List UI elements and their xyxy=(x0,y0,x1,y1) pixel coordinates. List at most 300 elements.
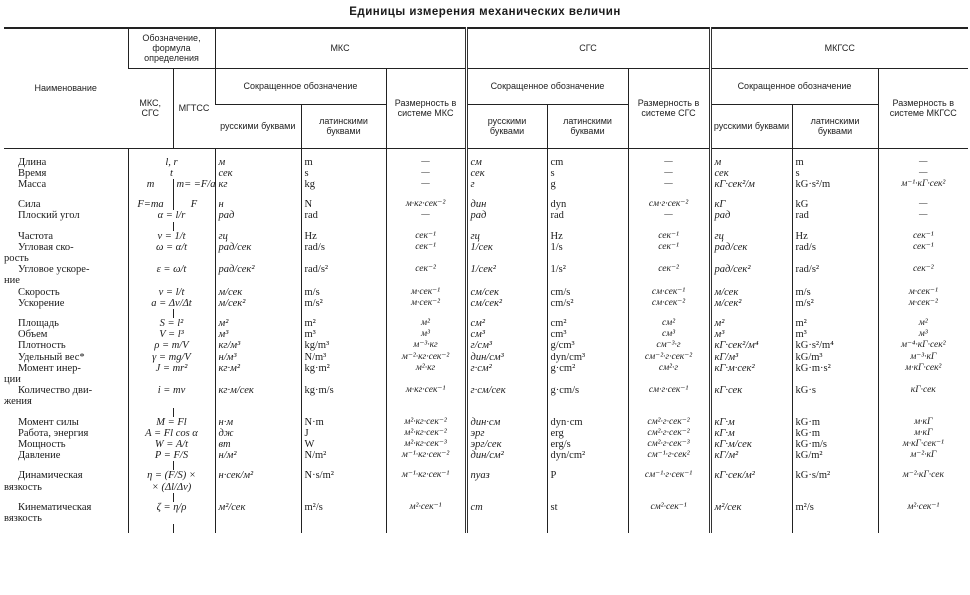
spacer-row xyxy=(4,309,968,318)
mks-unit-russian: м/сек xyxy=(215,287,301,298)
mkgss-dimension: — xyxy=(878,148,968,168)
quantity-name xyxy=(4,168,128,179)
mks-unit-russian: м² xyxy=(215,318,301,329)
header-mkgss-dim: Размерность в системе МКГСС xyxy=(878,68,968,148)
header-mks-ru: русскими буквами xyxy=(215,104,301,148)
mkgss-dimension: м⁻²·кГ xyxy=(878,450,968,461)
mks-dimension: м⁻²·кг·сек⁻² xyxy=(386,352,466,363)
mkgss-dimension: м⁻²·кГ·сек xyxy=(878,470,968,492)
mks-unit-latin: rad/s² xyxy=(301,264,386,286)
mkgss-unit-latin: kG/m² xyxy=(792,450,878,461)
quantity-name-text: Сила xyxy=(18,199,41,211)
cgs-unit-latin: 1/s xyxy=(547,242,628,264)
quantity-name-text: Масса xyxy=(18,178,47,190)
cgs-dimension: см²·г xyxy=(628,363,710,385)
mks-dimension: м²·кг xyxy=(386,363,466,385)
mkgss-unit-latin: s xyxy=(792,168,878,179)
formula xyxy=(128,242,215,264)
mks-unit-russian: м/сек² xyxy=(215,298,301,309)
formula xyxy=(128,148,215,168)
cgs-unit-russian: гц xyxy=(466,231,547,242)
mks-dimension: м·сек⁻² xyxy=(386,298,466,309)
mkgss-dimension: м²·сек⁻¹ xyxy=(878,502,968,524)
cgs-unit-russian: дин/см³ xyxy=(466,352,547,363)
formula xyxy=(128,439,215,450)
formula-text: ε = ω/t xyxy=(156,264,187,276)
cgs-unit-russian: см/сек xyxy=(466,287,547,298)
quantity-name xyxy=(4,242,128,264)
cgs-unit-latin: g·cm² xyxy=(547,363,628,385)
formula xyxy=(128,264,215,286)
mks-dimension: сек⁻² xyxy=(386,264,466,286)
mkgss-unit-russian: кГ·сек²/м⁴ xyxy=(710,340,792,351)
quantity-name-text: Момент инер- xyxy=(18,362,81,374)
mkgss-unit-russian: рад/сек xyxy=(710,242,792,264)
cgs-unit-latin: dyn/cm² xyxy=(547,450,628,461)
quantity-name xyxy=(4,231,128,242)
quantity-name xyxy=(4,439,128,450)
mkgss-dimension: сек⁻¹ xyxy=(878,242,968,264)
mkgss-unit-russian: м/сек xyxy=(710,287,792,298)
mkgss-unit-russian: кГ/м² xyxy=(710,450,792,461)
quantity-name-text: Мощность xyxy=(18,438,66,450)
mks-unit-latin: N·s/m² xyxy=(301,470,386,492)
cgs-dimension: — xyxy=(628,179,710,190)
mks-unit-latin: kg·m² xyxy=(301,363,386,385)
table-row xyxy=(4,439,968,450)
formula-text: ν = 1/t xyxy=(157,230,186,242)
mkgss-unit-latin: kG·m·s² xyxy=(792,363,878,385)
mks-dimension: — xyxy=(386,168,466,179)
mkgss-dimension: м⁻⁴·кГ·сек² xyxy=(878,340,968,351)
cgs-dimension: см⁻³·г xyxy=(628,340,710,351)
quantity-name-continuation: ние xyxy=(4,275,20,287)
quantity-name xyxy=(4,417,128,428)
quantity-name-text: Объем xyxy=(18,329,48,341)
mks-dimension: м·сек⁻¹ xyxy=(386,287,466,298)
cgs-dimension: сек⁻¹ xyxy=(628,231,710,242)
formula xyxy=(128,417,215,428)
formula-text: ω = α/t xyxy=(155,241,188,253)
header-mkgss-ru: русскими буквами xyxy=(710,104,792,148)
header-system-cgs: СГС xyxy=(466,28,710,68)
mks-dimension: — xyxy=(386,179,466,190)
header-name: Наименование xyxy=(4,28,128,148)
cgs-unit-russian: дин xyxy=(466,199,547,210)
mkgss-dimension: — xyxy=(878,199,968,210)
mkgss-dimension: кГ·сек xyxy=(878,385,968,407)
mks-unit-latin: kg/m³ xyxy=(301,340,386,351)
cgs-unit-russian: см² xyxy=(466,318,547,329)
cgs-unit-russian: дин·см xyxy=(466,417,547,428)
header-cgs-dim: Размерность в системе СГС xyxy=(628,68,710,148)
formula-mks-cgs: F=ma xyxy=(128,199,173,210)
mks-unit-latin: W xyxy=(301,439,386,450)
mks-unit-russian: м²/сек xyxy=(215,502,301,524)
mkgss-unit-latin: m³ xyxy=(792,329,878,340)
mkgss-unit-russian: кГ·сек/м² xyxy=(710,470,792,492)
quantity-name-text: Динамическая xyxy=(18,470,83,482)
quantity-name-text: Работа, энергия xyxy=(18,427,89,439)
formula-text: η = (F/S) × xyxy=(147,470,196,482)
formula-text: α = l/r xyxy=(157,210,186,222)
mkgss-unit-latin: kG·s²/m⁴ xyxy=(792,340,878,351)
mkgss-unit-russian: м² xyxy=(710,318,792,329)
cgs-unit-russian: 1/сек xyxy=(466,242,547,264)
mkgss-dimension: м⁻¹·кГ·сек² xyxy=(878,179,968,190)
table-row xyxy=(4,450,968,461)
cgs-dimension: — xyxy=(628,210,710,221)
header-designation: Обозначение, формула определения xyxy=(128,28,215,68)
mkgss-unit-russian: кГ·м xyxy=(710,428,792,439)
table-row xyxy=(4,148,968,168)
cgs-unit-latin: cm xyxy=(547,148,628,168)
mks-unit-russian: н/м² xyxy=(215,450,301,461)
mks-unit-russian: кг·м/сек xyxy=(215,385,301,407)
formula xyxy=(128,168,215,179)
formula xyxy=(128,340,215,351)
mkgss-unit-latin: kG xyxy=(792,199,878,210)
cgs-dimension: см·сек⁻¹ xyxy=(628,287,710,298)
cgs-unit-latin: cm/s xyxy=(547,287,628,298)
cgs-unit-latin: erg/s xyxy=(547,439,628,450)
quantity-name xyxy=(4,318,128,329)
quantity-name-continuation: вязкость xyxy=(4,512,42,524)
mkgss-dimension: м·сек⁻² xyxy=(878,298,968,309)
mkgss-unit-latin: kG·m xyxy=(792,417,878,428)
cgs-unit-russian: г·см² xyxy=(466,363,547,385)
mkgss-unit-russian: м/сек² xyxy=(710,298,792,309)
mkgss-unit-latin: rad/s² xyxy=(792,264,878,286)
cgs-unit-russian: см³ xyxy=(466,329,547,340)
mkgss-unit-latin: m xyxy=(792,148,878,168)
formula xyxy=(128,329,215,340)
cgs-unit-latin: st xyxy=(547,502,628,524)
mkgss-unit-russian: м³ xyxy=(710,329,792,340)
mks-unit-latin: m/s xyxy=(301,287,386,298)
quantity-name xyxy=(4,428,128,439)
mks-unit-latin: N/m² xyxy=(301,450,386,461)
cgs-unit-russian: 1/сек² xyxy=(466,264,547,286)
cgs-dimension: см·г·сек⁻¹ xyxy=(628,385,710,407)
header-mks-lat: латинскими буквами xyxy=(301,104,386,148)
mks-dimension: м·кг·сек⁻² xyxy=(386,199,466,210)
mks-unit-russian: рад/сек xyxy=(215,242,301,264)
mkgss-unit-russian: кГ·м/сек xyxy=(710,439,792,450)
mkgss-unit-russian: рад/сек² xyxy=(710,264,792,286)
cgs-dimension: см⁻¹·г·сек⁻¹ xyxy=(628,470,710,492)
header-designation-mks-cgs: МКС, СГС xyxy=(128,68,173,148)
mkgss-unit-russian: сек xyxy=(710,168,792,179)
mks-dimension: м·кг·сек⁻¹ xyxy=(386,385,466,407)
mks-unit-latin: N/m³ xyxy=(301,352,386,363)
mkgss-unit-latin: kG·s xyxy=(792,385,878,407)
mkgss-unit-latin: kG/m³ xyxy=(792,352,878,363)
mks-unit-latin: m xyxy=(301,148,386,168)
quantity-name xyxy=(4,210,128,221)
mks-dimension: м³ xyxy=(386,329,466,340)
mks-unit-russian: н·м xyxy=(215,417,301,428)
mks-dimension: сек⁻¹ xyxy=(386,231,466,242)
mkgss-unit-russian: рад xyxy=(710,210,792,221)
header-mkgss-abbr: Сокращенное обозначение xyxy=(710,68,878,104)
mkgss-dimension: — xyxy=(878,210,968,221)
table-row xyxy=(4,298,968,309)
mks-unit-latin: m/s² xyxy=(301,298,386,309)
formula xyxy=(128,318,215,329)
mkgss-unit-latin: kG·s/m² xyxy=(792,470,878,492)
quantity-name-text: Угловая ско- xyxy=(18,241,74,253)
cgs-dimension: см²·г·сек⁻² xyxy=(628,428,710,439)
quantity-name-text: Кинематическая xyxy=(18,501,92,513)
mks-unit-russian: н/м³ xyxy=(215,352,301,363)
units-table-container xyxy=(4,27,968,533)
mks-unit-latin: s xyxy=(301,168,386,179)
mks-unit-russian: н xyxy=(215,199,301,210)
table-row xyxy=(4,363,968,385)
formula xyxy=(128,352,215,363)
cgs-unit-latin: s xyxy=(547,168,628,179)
quantity-name-continuation: вязкость xyxy=(4,481,42,493)
spacer-row xyxy=(4,493,968,502)
cgs-dimension: см²·сек⁻¹ xyxy=(628,502,710,524)
mkgss-unit-russian: кГ·сек xyxy=(710,385,792,407)
cgs-unit-latin: cm/s² xyxy=(547,298,628,309)
cgs-dimension: см²·г·сек⁻³ xyxy=(628,439,710,450)
spacer-row xyxy=(4,222,968,231)
cgs-dimension: см⁻²·г·сек⁻² xyxy=(628,352,710,363)
quantity-name-text: Давление xyxy=(18,450,61,462)
formula-text: a = Δv/Δt xyxy=(151,297,192,309)
mks-dimension: м⁻¹·кг·сек⁻¹ xyxy=(386,470,466,492)
mks-unit-russian: м³ xyxy=(215,329,301,340)
mkgss-unit-russian: кГ·сек²/м xyxy=(710,179,792,190)
formula-text: t xyxy=(170,167,173,179)
cgs-unit-russian: см/сек² xyxy=(466,298,547,309)
quantity-name-text: Площадь xyxy=(18,317,59,329)
mks-unit-latin: N·m xyxy=(301,417,386,428)
cgs-dimension: сек⁻¹ xyxy=(628,242,710,264)
header-system-mkgss: МКГСС xyxy=(710,28,968,68)
formula xyxy=(128,210,215,221)
formula-text: i = mv xyxy=(157,385,186,397)
header-mkgss-lat: латинскими буквами xyxy=(792,104,878,148)
mks-unit-russian: гц xyxy=(215,231,301,242)
mkgss-unit-latin: rad xyxy=(792,210,878,221)
quantity-name-continuation: рость xyxy=(4,252,29,264)
header-mks-dim: Размерность в системе МКС xyxy=(386,68,466,148)
mkgss-unit-russian: кГ/м³ xyxy=(710,352,792,363)
cgs-dimension: см²·г·сек⁻² xyxy=(628,417,710,428)
mkgss-unit-russian: кГ·м·сек² xyxy=(710,363,792,385)
cgs-unit-latin: P xyxy=(547,470,628,492)
spacer-row xyxy=(4,461,968,470)
quantity-name-text: Длина xyxy=(18,156,47,168)
mks-unit-latin: rad xyxy=(301,210,386,221)
formula-text: ζ = η/ρ xyxy=(156,501,187,513)
table-row xyxy=(4,287,968,298)
mkgss-dimension: м³ xyxy=(878,329,968,340)
formula xyxy=(128,287,215,298)
formula-text: W = A/t xyxy=(154,438,189,450)
cgs-dimension: см·г·сек⁻² xyxy=(628,199,710,210)
table-row xyxy=(4,470,968,492)
cgs-unit-latin: dyn/cm³ xyxy=(547,352,628,363)
quantity-name xyxy=(4,329,128,340)
mkgss-unit-russian: кГ·м xyxy=(710,417,792,428)
spacer-row xyxy=(4,408,968,417)
cgs-unit-russian: сек xyxy=(466,168,547,179)
formula-mkgss: m= =F/a xyxy=(173,179,215,190)
table-row xyxy=(4,179,968,190)
cgs-unit-latin: dyn xyxy=(547,199,628,210)
cgs-unit-latin: g/cm³ xyxy=(547,340,628,351)
mkgss-unit-russian: м²/сек xyxy=(710,502,792,524)
mks-dimension: — xyxy=(386,148,466,168)
table-row xyxy=(4,199,968,210)
cgs-unit-latin: cm² xyxy=(547,318,628,329)
table-row xyxy=(4,352,968,363)
mkgss-unit-latin: kG·m/s xyxy=(792,439,878,450)
mkgss-unit-latin: m²/s xyxy=(792,502,878,524)
formula xyxy=(128,298,215,309)
mks-unit-latin: J xyxy=(301,428,386,439)
mks-unit-russian: дж xyxy=(215,428,301,439)
table-row xyxy=(4,417,968,428)
cgs-unit-russian: см xyxy=(466,148,547,168)
cgs-unit-latin: g·cm/s xyxy=(547,385,628,407)
mks-dimension: — xyxy=(386,210,466,221)
spacer-row xyxy=(4,190,968,199)
mks-unit-russian: кг xyxy=(215,179,301,190)
table-row xyxy=(4,502,968,524)
table-row xyxy=(4,168,968,179)
cgs-unit-russian: г xyxy=(466,179,547,190)
mkgss-dimension: м·кГ xyxy=(878,417,968,428)
formula-text: v = l/t xyxy=(158,286,185,298)
cgs-unit-latin: erg xyxy=(547,428,628,439)
header-cgs-abbr: Сокращенное обозначение xyxy=(466,68,628,104)
mks-unit-latin: m²/s xyxy=(301,502,386,524)
quantity-name-text: Угловое ускоре- xyxy=(18,264,90,276)
cgs-dimension: сек⁻² xyxy=(628,264,710,286)
cgs-dimension: — xyxy=(628,168,710,179)
cgs-dimension: см³ xyxy=(628,329,710,340)
cgs-unit-russian: дин/см² xyxy=(466,450,547,461)
mkgss-unit-latin: kG·s²/m xyxy=(792,179,878,190)
mks-unit-latin: kg xyxy=(301,179,386,190)
formula-text: l, r xyxy=(165,156,178,168)
quantity-name xyxy=(4,385,128,407)
quantity-name xyxy=(4,352,128,363)
formula xyxy=(128,428,215,439)
mkgss-dimension: м·кГ·сек⁻¹ xyxy=(878,439,968,450)
formula-continuation: × (Δl/Δv) xyxy=(151,481,192,493)
mkgss-dimension: м·кГ·сек² xyxy=(878,363,968,385)
quantity-name-text: Время xyxy=(18,167,47,179)
mkgss-unit-latin: m/s xyxy=(792,287,878,298)
quantity-name-continuation: ции xyxy=(4,373,21,385)
mks-dimension: м⁻¹·кг·сек⁻² xyxy=(386,450,466,461)
formula-text: ρ = m/V xyxy=(154,340,189,352)
quantity-name-text: Частота xyxy=(18,230,54,242)
quantity-name-text: Удельный вес* xyxy=(18,351,85,363)
mks-dimension: м²·кг·сек⁻² xyxy=(386,417,466,428)
mks-unit-russian: рад xyxy=(215,210,301,221)
mks-unit-latin: m³ xyxy=(301,329,386,340)
mks-unit-russian: рад/сек² xyxy=(215,264,301,286)
mks-dimension: м²·кг·сек⁻² xyxy=(386,428,466,439)
mkgss-dimension: м·кГ xyxy=(878,428,968,439)
quantity-name xyxy=(4,450,128,461)
header-cgs-ru: русскими буквами xyxy=(466,104,547,148)
mkgss-unit-latin: Hz xyxy=(792,231,878,242)
quantity-name-continuation: жения xyxy=(4,396,32,408)
quantity-name-text: Плотность xyxy=(18,340,66,352)
header-designation-mkgss: МГТСС xyxy=(173,68,215,148)
table-row xyxy=(4,264,968,286)
mkgss-dimension: м·сек⁻¹ xyxy=(878,287,968,298)
mkgss-unit-latin: m² xyxy=(792,318,878,329)
formula xyxy=(128,363,215,385)
cgs-unit-latin: dyn·cm xyxy=(547,417,628,428)
header-system-mks: МКС xyxy=(215,28,466,68)
mks-unit-latin: N xyxy=(301,199,386,210)
quantity-name xyxy=(4,340,128,351)
formula-text: J = mr² xyxy=(155,362,188,374)
table-row xyxy=(4,318,968,329)
formula-text: S = l² xyxy=(159,317,184,329)
formula-text: A = Fl cos α xyxy=(145,427,198,439)
table-row xyxy=(4,385,968,407)
header-mks-abbr: Сокращенное обозначение xyxy=(215,68,386,104)
formula xyxy=(128,231,215,242)
table-row xyxy=(4,428,968,439)
table-row xyxy=(4,231,968,242)
formula-mkgss: F xyxy=(173,199,215,210)
mks-unit-latin: kg·m/s xyxy=(301,385,386,407)
mks-unit-latin: m² xyxy=(301,318,386,329)
cgs-dimension: см·сек⁻² xyxy=(628,298,710,309)
mks-unit-russian: кг/м³ xyxy=(215,340,301,351)
formula xyxy=(128,385,215,407)
mkgss-unit-latin: kG·m xyxy=(792,428,878,439)
mkgss-dimension: м⁻³·кГ xyxy=(878,352,968,363)
cgs-dimension: см⁻¹·г·сек² xyxy=(628,450,710,461)
quantity-name xyxy=(4,298,128,309)
mks-dimension: м² xyxy=(386,318,466,329)
table-body xyxy=(4,148,968,533)
quantity-name xyxy=(4,502,128,524)
cgs-unit-latin: rad xyxy=(547,210,628,221)
mks-unit-russian: сек xyxy=(215,168,301,179)
mks-unit-russian: м xyxy=(215,148,301,168)
table-row xyxy=(4,340,968,351)
mkgss-dimension: — xyxy=(878,168,968,179)
mks-unit-latin: rad/s xyxy=(301,242,386,264)
quantity-name-text: Ускорение xyxy=(18,297,65,309)
cgs-unit-russian: эрг xyxy=(466,428,547,439)
formula-text: V = l³ xyxy=(159,329,184,341)
cgs-dimension: см² xyxy=(628,318,710,329)
formula-text: M = Fl xyxy=(156,416,187,428)
cgs-unit-russian: ст xyxy=(466,502,547,524)
cgs-unit-russian: г·см/сек xyxy=(466,385,547,407)
mks-unit-russian: н·сек/м² xyxy=(215,470,301,492)
cgs-unit-latin: g xyxy=(547,179,628,190)
quantity-name xyxy=(4,287,128,298)
quantity-name xyxy=(4,363,128,385)
